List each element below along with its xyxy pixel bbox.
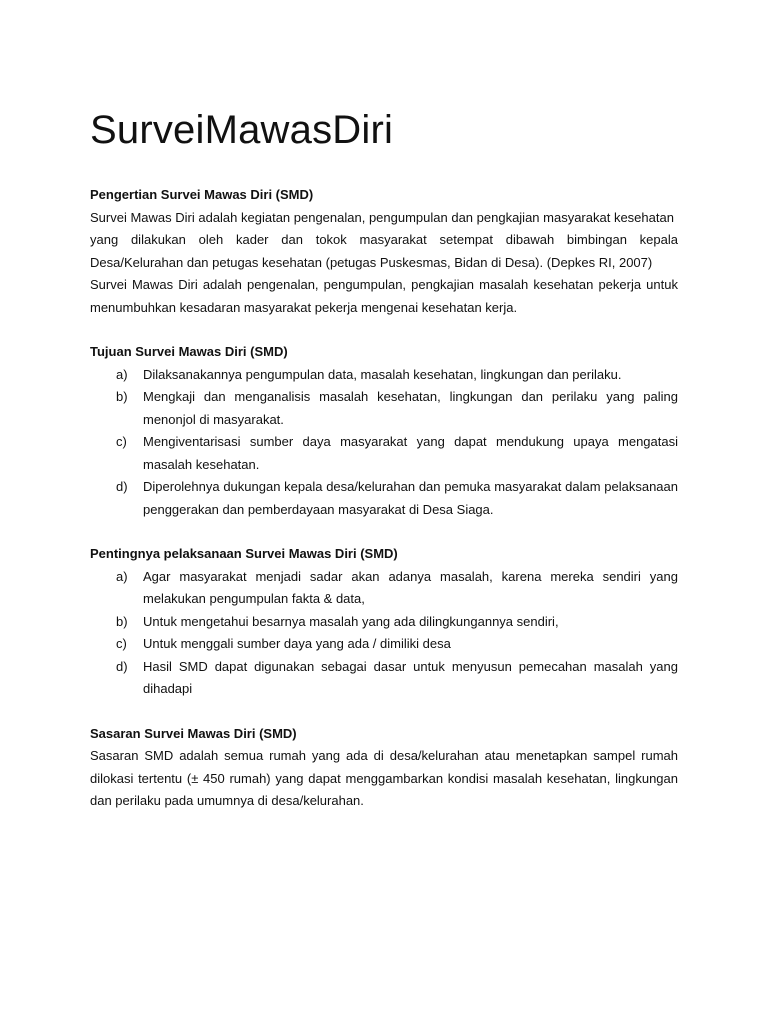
section-heading: Tujuan Survei Mawas Diri (SMD) xyxy=(90,344,288,359)
list-item xyxy=(90,476,678,521)
list-item xyxy=(90,364,678,387)
list-item-text: Mengiventarisasi sumber daya masyarakat yang dapat mendukung upaya mengatasi masalah kesehatan. xyxy=(143,434,678,472)
list xyxy=(90,364,678,522)
section-tujuan xyxy=(90,341,678,521)
list-marker: d) xyxy=(116,658,128,674)
list-item-text: Mengkaji dan menganalisis masalah kesehatan, lingkungan dan perilaku yang paling menonjol di masyarakat. xyxy=(143,389,678,427)
list-item-text: Untuk mengetahui besarnya masalah yang ada dilingkungannya sendiri, xyxy=(143,613,559,629)
list xyxy=(90,566,678,701)
list-item xyxy=(90,633,678,656)
list-item-text: Dilaksanakannya pengumpulan data, masalah kesehatan, lingkungan dan perilaku. xyxy=(143,366,622,382)
list-item xyxy=(90,431,678,476)
list-marker: c) xyxy=(116,434,127,449)
list-marker: a) xyxy=(116,366,128,382)
list-item-text: Agar masyarakat menjadi sadar akan adanya masalah, karena mereka sendiri yang melakukan pengumpulan fakta & data, xyxy=(143,568,678,606)
list-marker: b) xyxy=(116,613,128,629)
list-item-text: Diperolehnya dukungan kepala desa/kelurahan dan pemuka masyarakat dalam pelaksanaan penggerakan dan pemberdayaan masyarakat di Desa Siaga. xyxy=(143,479,678,517)
paragraph: Survei Mawas Diri adalah kegiatan pengenalan, pengumpulan dan pengkajian masyarakat kesehatan xyxy=(90,209,674,225)
paragraph: Sasaran SMD adalah semua rumah yang ada di desa/kelurahan atau menetapkan sampel rumah dilokasi tertentu (± 450 rumah) yang dapat menggambarkan kondisi masalah kesehatan, lingkungan dan perilaku pada umumnya di desa/kelurahan. xyxy=(90,748,678,808)
list-item-text: Untuk menggali sumber daya yang ada / dimiliki desa xyxy=(143,636,451,651)
section-pengertian xyxy=(90,184,678,319)
list-item xyxy=(90,656,678,701)
list-item xyxy=(90,386,678,431)
list-item xyxy=(90,611,678,634)
list-marker: b) xyxy=(116,389,128,404)
list-marker: c) xyxy=(116,636,127,651)
list-item xyxy=(90,566,678,611)
section-heading: Sasaran Survei Mawas Diri (SMD) xyxy=(90,725,297,741)
paragraph: yang dilakukan oleh kader dan tokok masyarakat setempat dibawah bimbingan kepala Desa/Kelurahan dan petugas kesehatan (petugas Puskesmas, Bidan di Desa). (Depkes RI, 2007) xyxy=(90,232,678,270)
section-sasaran xyxy=(90,723,678,813)
section-heading: Pentingnya pelaksanaan Survei Mawas Diri (SMD) xyxy=(90,546,398,561)
document-page xyxy=(90,106,678,835)
page-title: SurveiMawasDiri xyxy=(90,108,394,152)
section-pentingnya xyxy=(90,543,678,701)
list-marker: d) xyxy=(116,479,128,494)
paragraph: Survei Mawas Diri adalah pengenalan, pengumpulan, pengkajian masalah kesehatan pekerja untuk menumbuhkan kesadaran masyarakat pekerja mengenai kesehatan kerja. xyxy=(90,277,678,315)
list-marker: a) xyxy=(116,568,128,584)
section-heading: Pengertian Survei Mawas Diri (SMD) xyxy=(90,187,314,202)
list-item-text: Hasil SMD dapat digunakan sebagai dasar untuk menyusun pemecahan masalah yang dihadapi xyxy=(143,658,678,696)
